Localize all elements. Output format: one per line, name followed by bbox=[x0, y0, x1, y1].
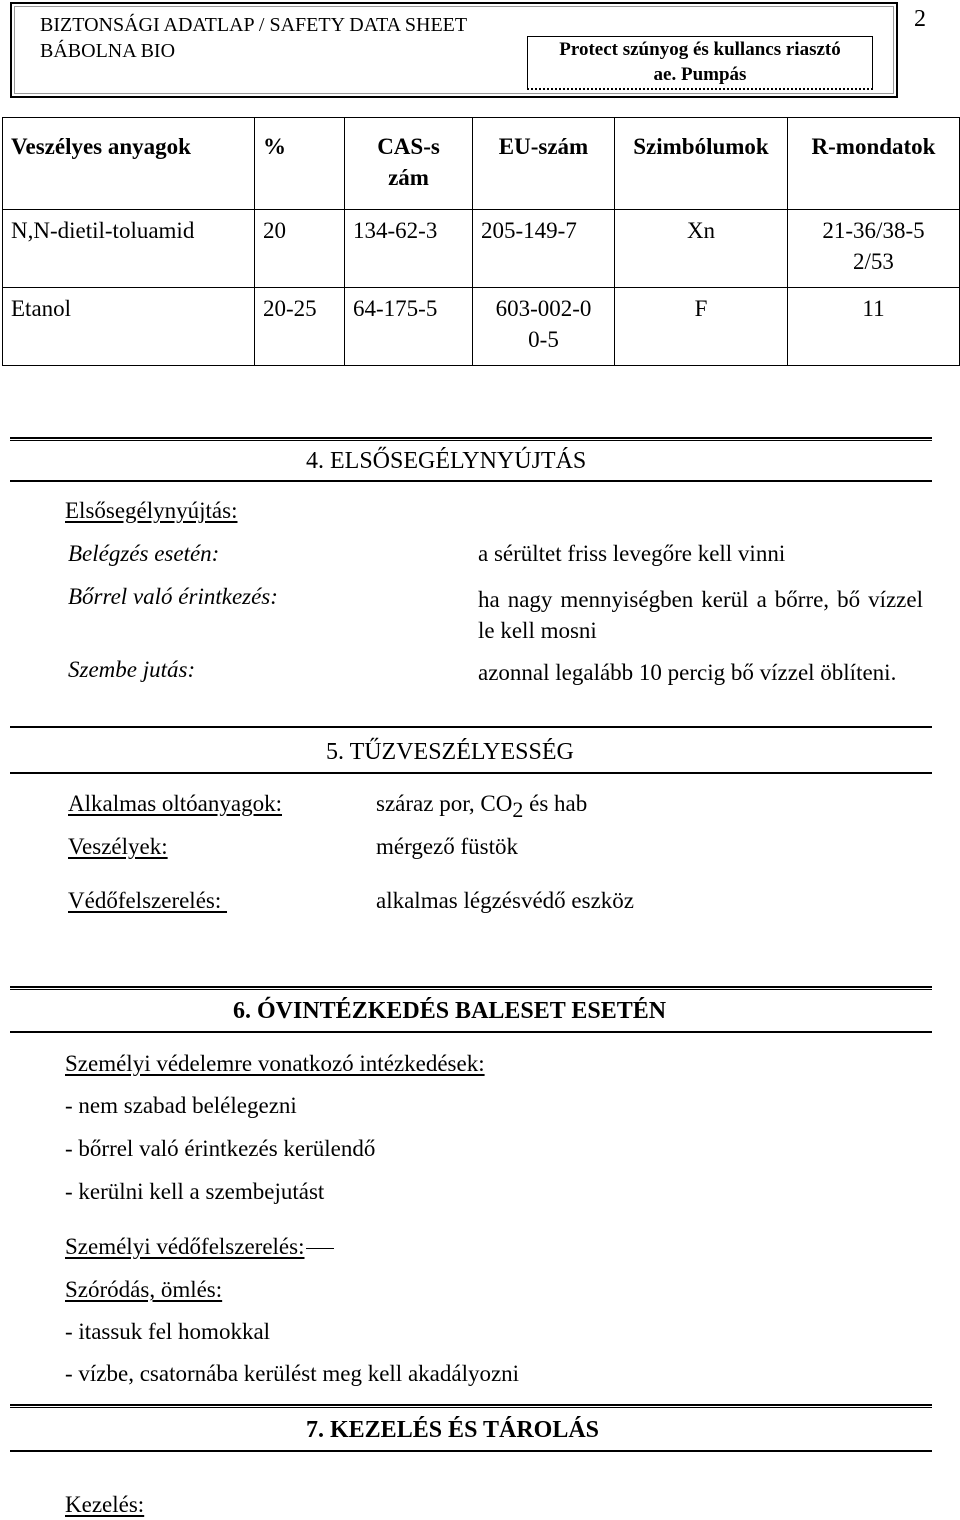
product-name-line1: Protect szúnyog és kullancs riasztó bbox=[559, 39, 841, 60]
skin-contact-text: ha nagy mennyiségben kerül a bőrre, bő vízzel le kell mosni bbox=[478, 587, 923, 643]
section7-title: 7. KEZELÉS ÉS TÁROLÁS bbox=[306, 1417, 600, 1443]
section-divider bbox=[10, 480, 932, 482]
extinguishing-label: Alkalmas oltóanyagok: bbox=[68, 791, 282, 816]
section-divider bbox=[10, 437, 932, 441]
col-header-percent: % bbox=[255, 118, 345, 210]
personal-equipment-label: Személyi védőfelszerelés: bbox=[65, 1234, 305, 1259]
cell-eu: 205-149-7 bbox=[473, 210, 615, 288]
eye-contact-text: azonnal legalább 10 percig bő vízzel öblíteni. bbox=[478, 660, 897, 685]
cell-substance: N,N-dietil-toluamid bbox=[3, 210, 255, 288]
section-divider bbox=[10, 772, 932, 774]
header-title: BIZTONSÁGI ADATLAP / SAFETY DATA SHEET bbox=[40, 14, 468, 36]
personal-equipment-row bbox=[65, 1234, 334, 1260]
extinguishing-text: száraz por, $CO_2$ és hab bbox=[376, 791, 588, 822]
cell-r-phrase: 21-36/38-52/53 bbox=[788, 210, 960, 288]
col-header-cas: CAS-szám bbox=[345, 118, 473, 210]
list-item: - vízbe, csatornába kerülést meg kell akadályozni bbox=[65, 1361, 520, 1386]
protective-equipment-text: alkalmas légzésvédő eszköz bbox=[376, 888, 634, 913]
list-item: - bőrrel való érintkezés kerülendő bbox=[65, 1136, 376, 1161]
cell-percent: 20 bbox=[255, 210, 345, 288]
first-aid-label: Elsősegélynyújtás: bbox=[65, 498, 238, 523]
eye-contact-label: Szembe jutás: bbox=[68, 657, 196, 682]
cell-symbol: F bbox=[615, 288, 788, 366]
list-item: - nem szabad belélegezni bbox=[65, 1093, 297, 1118]
cell-r-phrase: 11 bbox=[788, 288, 960, 366]
section5-title: 5. TŰZVESZÉLYESSÉG bbox=[326, 739, 574, 765]
personal-protection-label: Személyi védelemre vonatkozó intézkedések: bbox=[65, 1051, 485, 1076]
col-header-r-phrases: R-mondatok bbox=[788, 118, 960, 210]
cell-cas: 64-175-5 bbox=[345, 288, 473, 366]
section6-title: 6. ÓVINTÉZKEDÉS BALESET ESETÉN bbox=[233, 998, 667, 1024]
dash-line bbox=[306, 1248, 334, 1249]
col-header-substance: Veszélyes anyagok bbox=[3, 118, 255, 210]
table-header-row bbox=[3, 118, 960, 210]
section-divider bbox=[10, 1031, 932, 1033]
hazards-label: Veszélyek: bbox=[68, 834, 168, 859]
section-divider bbox=[10, 986, 932, 990]
skin-contact-label: Bőrrel való érintkezés: bbox=[68, 584, 278, 609]
inhalation-label: Belégzés esetén: bbox=[68, 541, 220, 566]
handling-label: Kezelés: bbox=[65, 1492, 145, 1517]
hazardous-substances-table bbox=[2, 117, 960, 366]
cell-eu: 603-002-00-5 bbox=[473, 288, 615, 366]
cell-cas: 134-62-3 bbox=[345, 210, 473, 288]
product-name-line2: ae. Pumpás bbox=[653, 64, 747, 85]
hazards-text: mérgező füstök bbox=[376, 834, 519, 859]
section-divider bbox=[10, 1404, 932, 1408]
product-name-box bbox=[527, 36, 873, 90]
protective-equipment-label: Védőfelszerelés: bbox=[68, 888, 228, 913]
cell-symbol: Xn bbox=[615, 210, 788, 288]
section-divider bbox=[10, 726, 932, 728]
header-company: BÁBOLNA BIO bbox=[40, 40, 176, 62]
page-number: 2 bbox=[914, 6, 926, 32]
spill-label: Szóródás, ömlés: bbox=[65, 1277, 223, 1302]
section4-title: 4. ELSŐSEGÉLYNYÚJTÁS bbox=[306, 448, 587, 474]
table-row bbox=[3, 288, 960, 366]
list-item: - kerülni kell a szembejutást bbox=[65, 1179, 325, 1204]
inhalation-text: a sérültet friss levegőre kell vinni bbox=[478, 541, 786, 566]
col-header-eu: EU-szám bbox=[473, 118, 615, 210]
list-item: - itassuk fel homokkal bbox=[65, 1319, 271, 1344]
table-row bbox=[3, 210, 960, 288]
cell-substance: Etanol bbox=[3, 288, 255, 366]
section-divider bbox=[10, 1450, 932, 1452]
cell-percent: 20-25 bbox=[255, 288, 345, 366]
col-header-symbols: Szimbólumok bbox=[615, 118, 788, 210]
